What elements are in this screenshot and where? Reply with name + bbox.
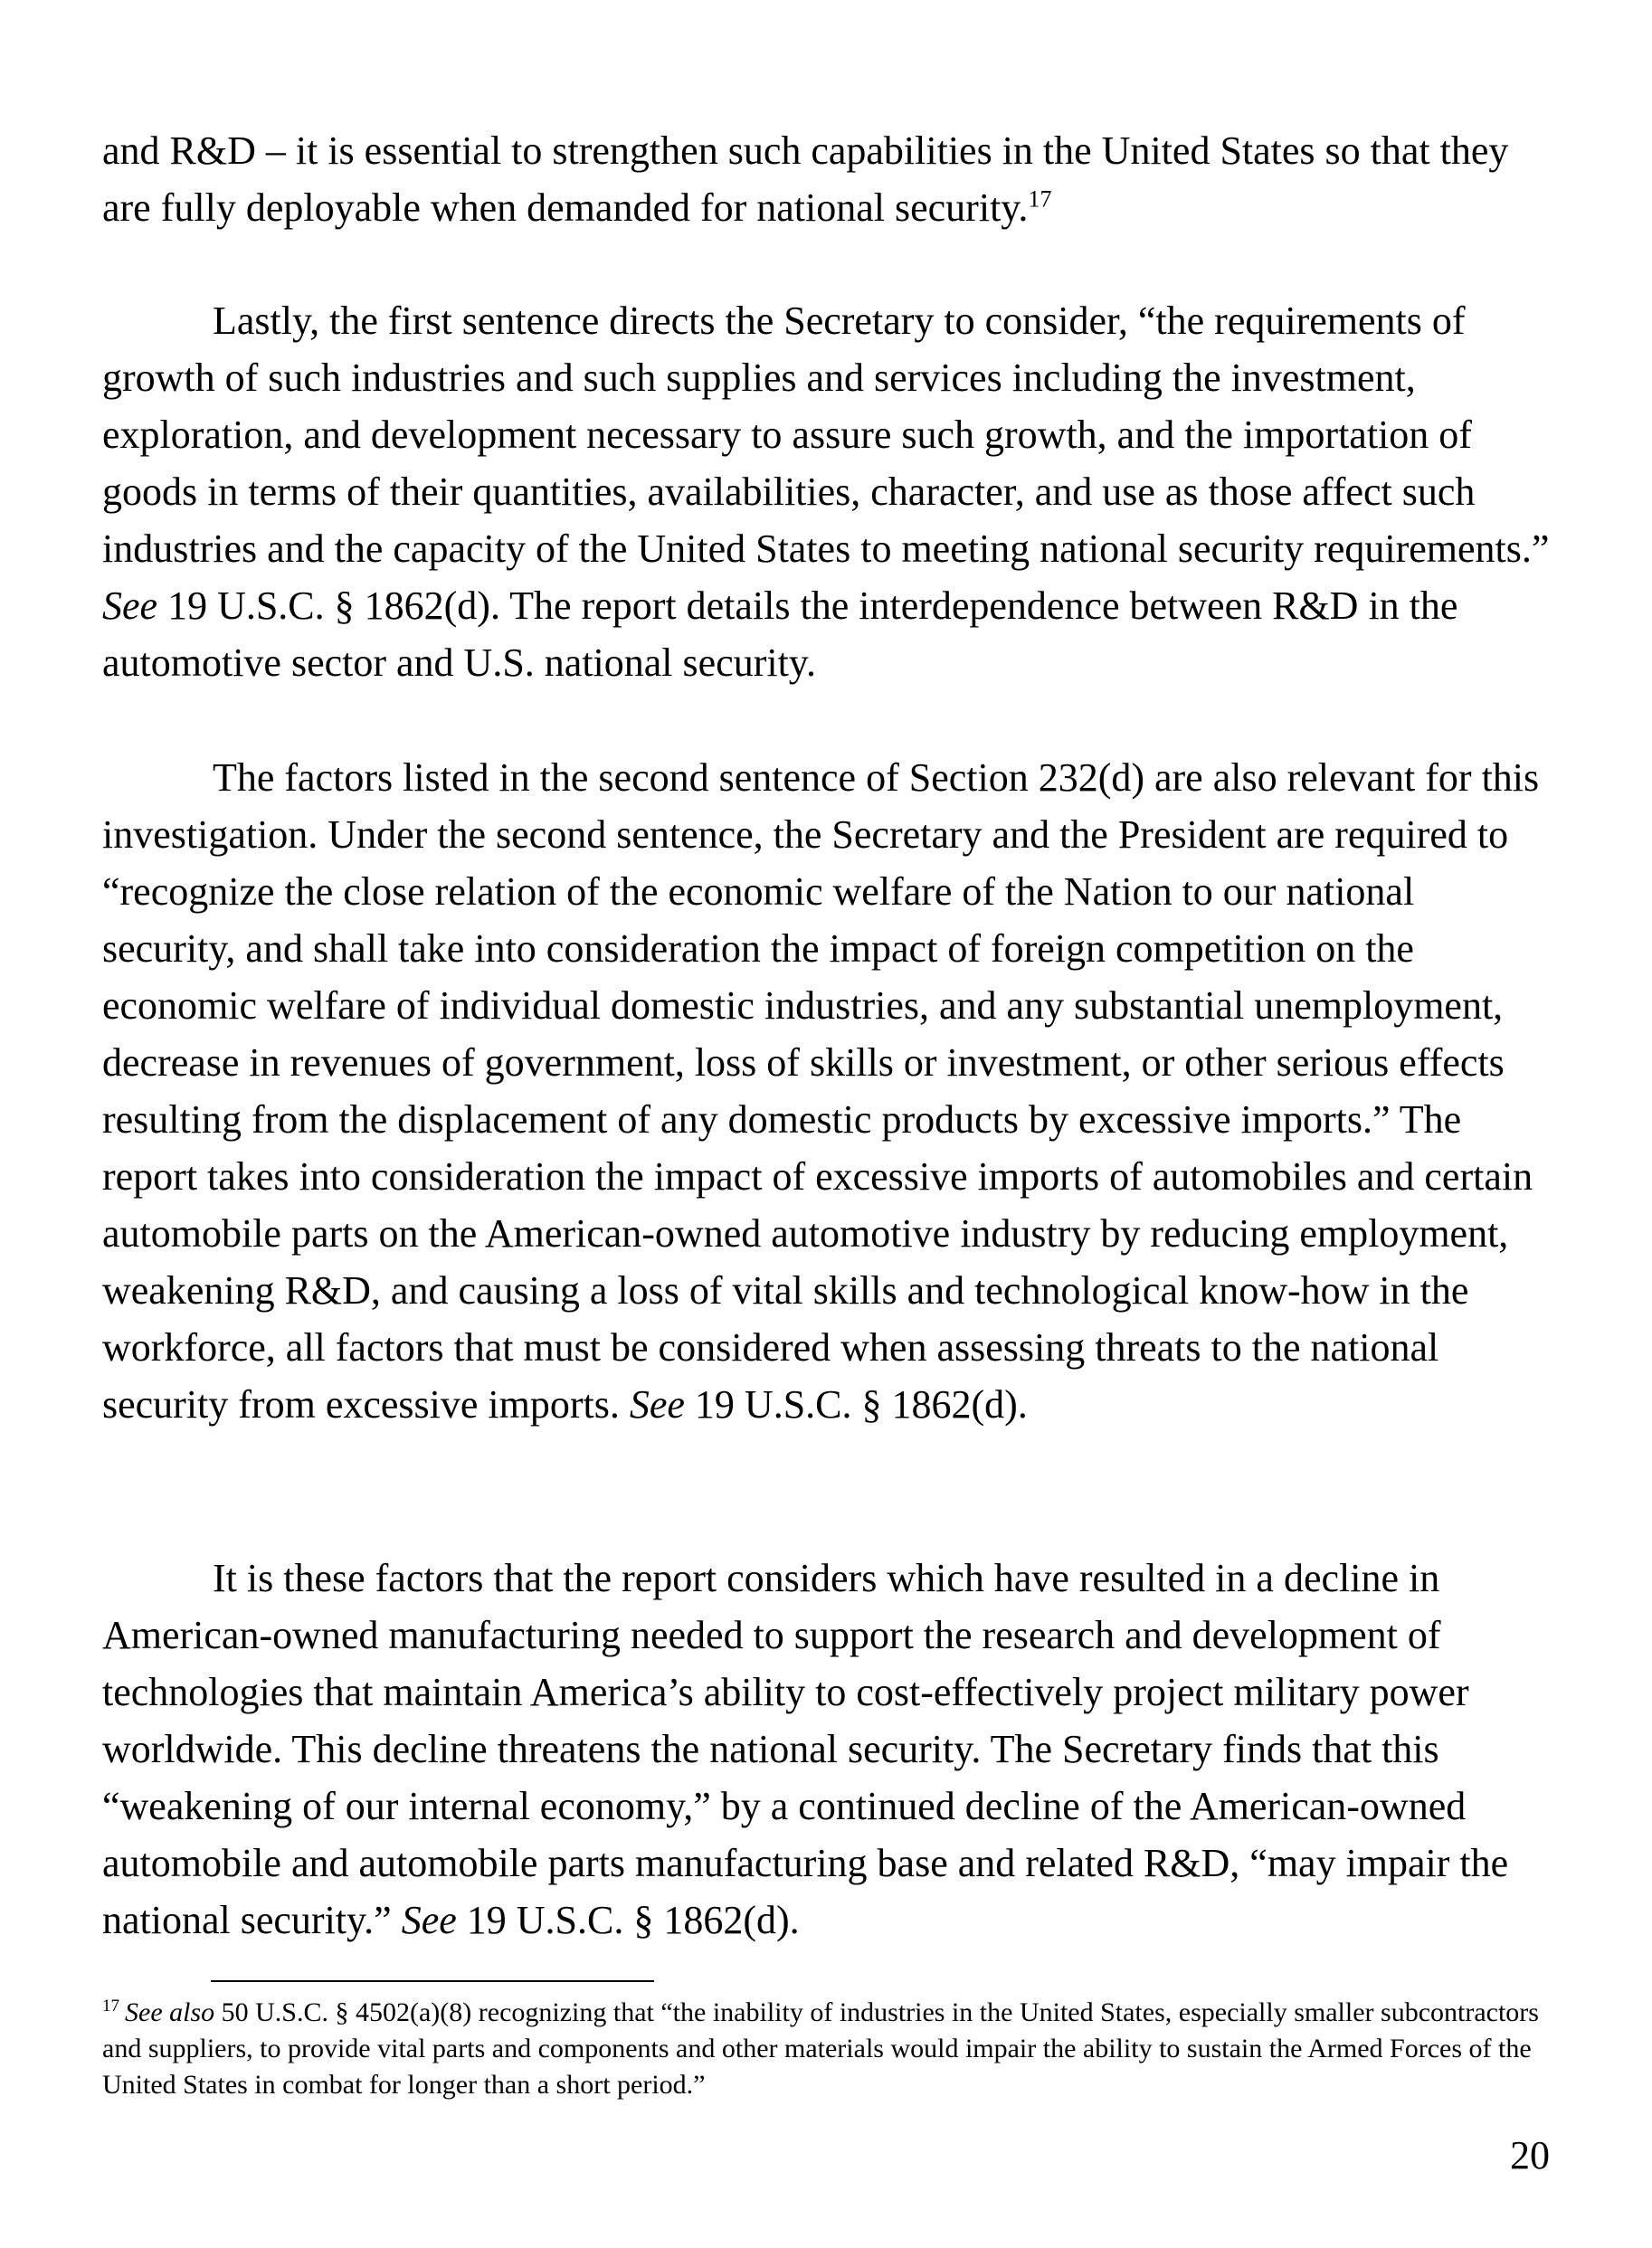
page-number: 20 — [1510, 2133, 1550, 2177]
paragraph-3-text-before: The factors listed in the second sentence of Section 232(d) are also relevant for this investigation. Under the second sentence, the Secretary and the President are required to “recognize the close relation of the economic welfare of the Nation to our national security, and shall take into consideration the impact of foreign competition on the economic welfare of individual domestic industries, and any substantial unemployment, decrease in revenues of government, loss of skills or investment, or other serious effects resulting from the displacement of any domestic products by excessive imports.” The report takes into consideration the impact of excessive imports of automobiles and certain automobile parts on the American-owned automotive industry by reducing employment, weakening R&D, and causing a loss of vital skills and technological know-how in the workforce, all factors that must be considered when assessing threats to the national security from excessive imports. — [102, 755, 1540, 1427]
paragraph-2 — [102, 292, 1550, 691]
paragraph-4-text-after: 19 U.S.C. § 1862(d). — [466, 1898, 800, 1942]
footnote-reference[interactable]: 17 — [1028, 185, 1052, 213]
footnote-text: 50 U.S.C. § 4502(a)(8) recognizing that “the inability of industries in the United States, especially smaller subcontractors and suppliers, to provide vital parts and components and other materials would impair the ability to sustain the Armed Forces of the United States in combat for longer than a short period.” — [102, 1997, 1539, 2100]
paragraph-1 — [102, 122, 1550, 236]
footnote-divider — [211, 1980, 654, 1982]
paragraph-2-see: See — [102, 583, 158, 628]
paragraph-3-text-after: 19 U.S.C. § 1862(d). — [694, 1382, 1028, 1427]
paragraph-3 — [102, 749, 1550, 1433]
paragraph-4-text-before: It is these factors that the report considers which have resulted in a decline in American-owned manufacturing needed to support the research and development of technologies that maintain America’s ability to cost-effectively project military power worldwide. This decline threatens the national security. The Secretary finds that this “weakening of our internal economy,” by a continued decline of the American-owned automobile and automobile parts manufacturing base and related R&D, “may impair the national security.” — [102, 1556, 1509, 1942]
footnote-number: 17 — [102, 1997, 119, 2016]
paragraph-2-text-before: Lastly, the first sentence directs the Secretary to consider, “the requirements of growth of such industries and such supplies and services including the investment, exploration, and development necessary to assure such growth, and the importation of goods in terms of their quantities, availabilities, character, and use as those affect such industries and the capacity of the United States to meeting national security requirements.” — [102, 299, 1550, 571]
footnote — [102, 1995, 1550, 2103]
paragraph-4 — [102, 1550, 1550, 1949]
paragraph-1-text: and R&D – it is essential to strengthen such capabilities in the United States so that they are fully deployable when demanded for national security. — [102, 128, 1509, 230]
paragraph-3-see: See — [629, 1382, 685, 1427]
paragraph-4-see: See — [401, 1898, 457, 1942]
footnote-see-also: See also — [125, 1997, 215, 2027]
paragraph-2-text-after: 19 U.S.C. § 1862(d). The report details the interdependence between R&D in the automotive sector and U.S. national security. — [102, 583, 1458, 685]
